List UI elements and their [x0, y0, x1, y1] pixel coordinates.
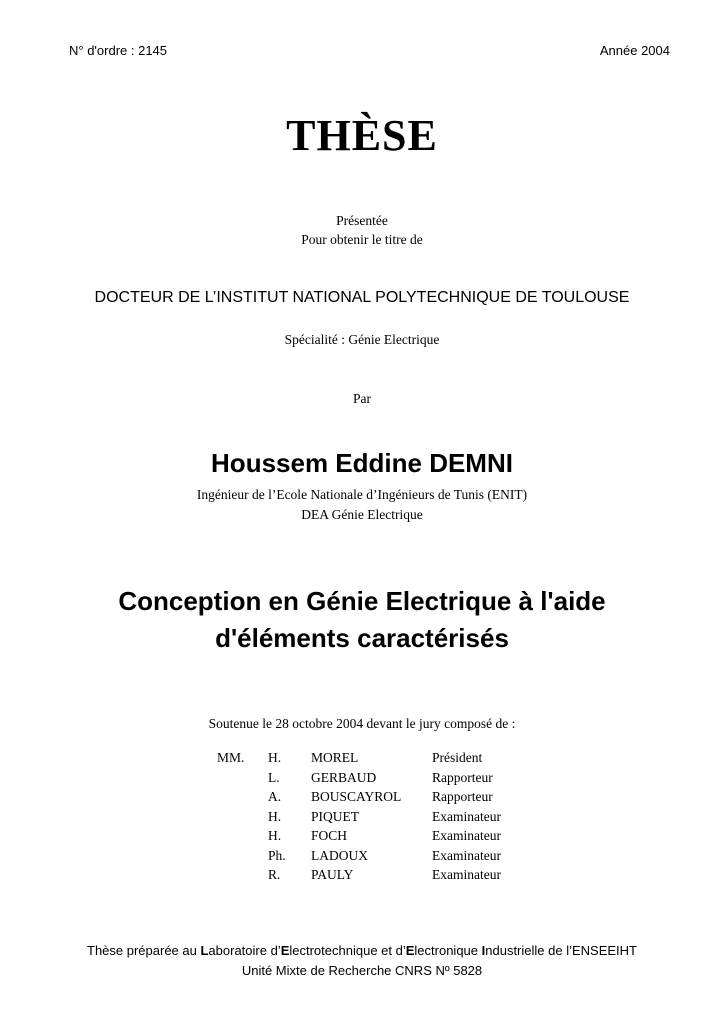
lab-text: ndustrielle de l’ENSEEIHT: [485, 943, 637, 958]
speciality: Spécialité : Génie Electrique: [284, 332, 440, 347]
obtain-title-line: Pour obtenir le titre de: [301, 232, 423, 247]
jury-role: Examinateur: [432, 867, 501, 882]
jury-row: [0, 848, 724, 868]
jury-initial: Ph.: [268, 847, 286, 863]
jury-list: [0, 750, 724, 887]
jury-initial: H.: [268, 808, 282, 824]
lab-line: [0, 941, 724, 961]
jury-role: Examinateur: [432, 828, 501, 843]
jury-name: FOCH: [311, 828, 348, 843]
order-number: N° d'ordre : 2145: [69, 43, 168, 58]
umr-line: Unité Mixte de Recherche CNRS Nº 5828: [241, 963, 483, 978]
author-affiliation: [0, 485, 724, 524]
jury-row: [0, 867, 724, 887]
jury-row: [0, 828, 724, 848]
lab-text: lectrotechnique et d’: [289, 943, 406, 958]
jury-name: BOUSCAYROL: [311, 789, 402, 804]
jury-row: [0, 809, 724, 829]
jury-role: Examinateur: [432, 808, 501, 824]
lab-text: lectronique: [414, 943, 482, 958]
jury-initial: H.: [268, 750, 282, 765]
lab-initial: E: [405, 943, 415, 958]
author-name: Houssem Eddine DEMNI: [211, 448, 513, 478]
jury-name: PAULY: [311, 867, 354, 882]
jury-initial: A.: [268, 789, 282, 804]
jury-row: [0, 770, 724, 790]
jury-initial: R.: [268, 867, 281, 882]
footer: [0, 941, 724, 981]
affiliation-line: Ingénieur de l’Ecole Nationale d’Ingénieurs de Tunis (ENIT): [196, 487, 528, 502]
lab-text: aboratoire d’: [208, 943, 281, 958]
presented-line: Présentée: [336, 213, 388, 228]
jury-role: Rapporteur: [432, 769, 493, 785]
defense-statement: Soutenue le 28 octobre 2004 devant le jury composé de :: [208, 716, 516, 731]
jury-role: Rapporteur: [432, 789, 493, 804]
page-title: THÈSE: [286, 111, 438, 160]
by-label: Par: [353, 391, 371, 406]
thesis-title-line: Conception en Génie Electrique à l'aide: [118, 586, 606, 616]
jury-row: [0, 750, 724, 770]
jury-initial: L.: [268, 769, 280, 785]
jury-prefix: MM.: [217, 750, 245, 765]
jury-name: PIQUET: [311, 808, 359, 824]
year: Année 2004: [599, 43, 670, 58]
presented-block: [0, 211, 724, 249]
thesis-title-line: d'éléments caractérisés: [215, 623, 509, 653]
lab-initial: E: [280, 943, 290, 958]
thesis-title: [0, 583, 724, 657]
degree-title: DOCTEUR DE L’INSTITUT NATIONAL POLYTECHNIQUE DE TOULOUSE: [94, 289, 630, 306]
lab-initial: L: [200, 943, 209, 958]
jury-name: MOREL: [311, 750, 359, 765]
jury-name: LADOUX: [311, 847, 368, 863]
jury-initial: H.: [268, 828, 282, 843]
lab-text: Thèse préparée au: [87, 943, 201, 958]
jury-name: GERBAUD: [311, 769, 377, 785]
jury-row: [0, 789, 724, 809]
lab-initial: I: [481, 943, 486, 958]
jury-role: Président: [432, 750, 483, 765]
affiliation-line: DEA Génie Electrique: [301, 506, 423, 522]
jury-role: Examinateur: [432, 847, 501, 863]
